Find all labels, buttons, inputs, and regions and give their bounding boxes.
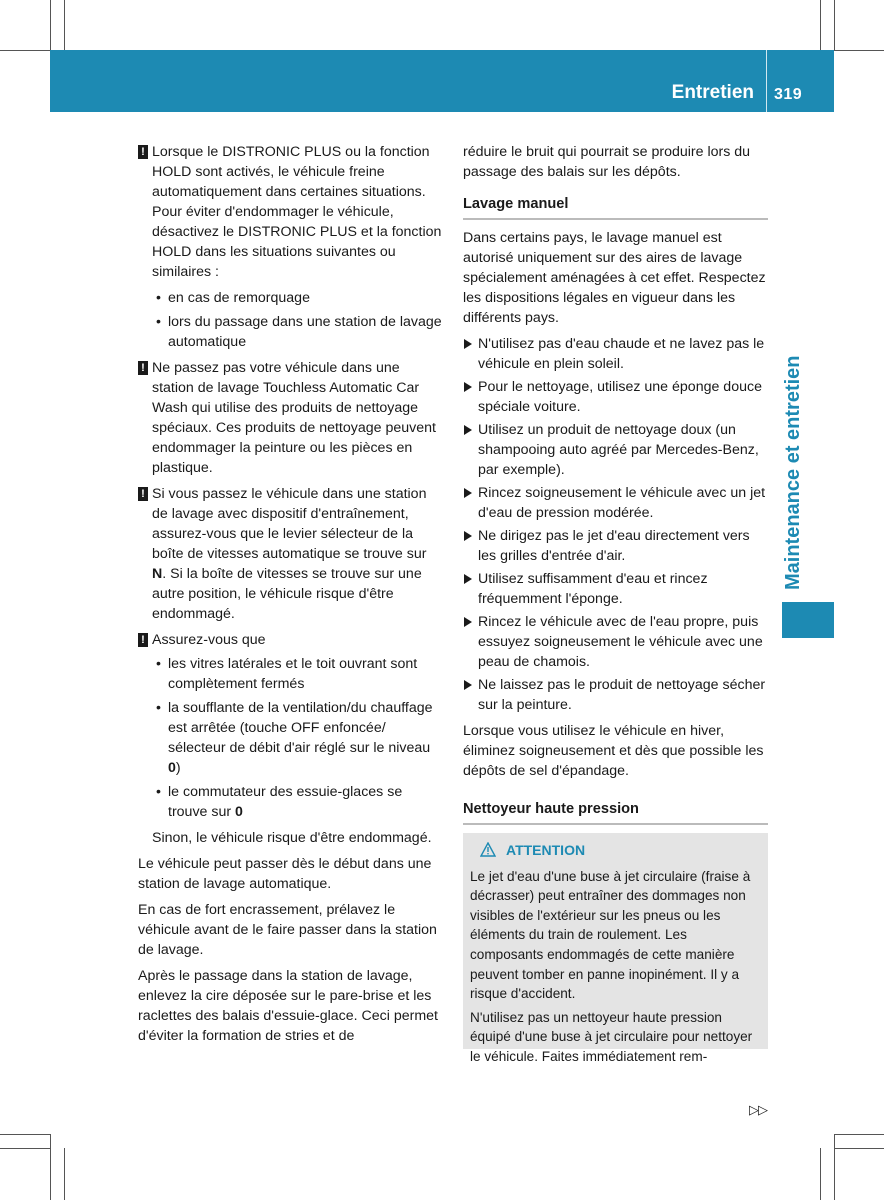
bullet-list: [152, 654, 444, 822]
continue-arrows-icon: ▷▷: [749, 1102, 767, 1117]
step-text: Rincez le véhicule avec de l'eau propre, puis essuyez soigneusement le véhicule avec une peau de chamois.: [478, 614, 763, 670]
step-text: Pour le nettoyage, utilisez une éponge douce spéciale voiture.: [478, 379, 762, 415]
list-item: [152, 698, 444, 778]
crop-mark: [834, 1134, 884, 1135]
crop-mark: [0, 50, 50, 51]
warning-intro: Assurez-vous que: [152, 632, 266, 648]
list-item: [152, 782, 444, 822]
step-item: [463, 483, 768, 523]
paragraph: réduire le bruit qui pourrait se produire lors du passage des balais sur les dépôts.: [463, 144, 751, 180]
section-title: Entretien: [671, 82, 754, 103]
header-separator: [766, 50, 767, 112]
paragraph: Dans certains pays, le lavage manuel est autorisé uniquement sur des aires de lavage spécialement aménagées à cet effet. Respectez les dispositions légales en vigueur dans les différents pays.: [463, 230, 766, 326]
crop-mark: [834, 1148, 884, 1149]
attention-header: [470, 841, 761, 863]
arrow-right-icon: [464, 531, 472, 541]
step-text: Ne laissez pas le produit de nettoyage sécher sur la peinture.: [478, 677, 766, 713]
crop-mark: [820, 1148, 821, 1200]
list-item: • lors du passage dans une station de lavage automatique: [152, 312, 444, 352]
step-item: [463, 675, 768, 715]
exclamation-icon: !: [138, 361, 148, 375]
crop-mark: [0, 1134, 50, 1135]
gear-position-label: N: [152, 566, 163, 582]
attention-label: ATTENTION: [506, 842, 586, 858]
right-column: [463, 142, 768, 1064]
attention-paragraph: Le jet d'eau d'une buse à jet circulaire (fraise à décrasser) peut entraîner des dommages non visibles de l'extérieur sur les pneus ou les éléments du train de roulement. Les composants endommagés de cette manière peuvent tomber en panne inopinément. Il y a risque d'accident.: [470, 868, 751, 1002]
side-tab-block: [782, 602, 834, 638]
step-item: [463, 420, 768, 480]
step-item: [463, 377, 768, 417]
crop-mark: [0, 1148, 50, 1149]
crop-mark: [834, 50, 884, 51]
section-heading: Nettoyeur haute pression: [463, 799, 768, 825]
crop-mark: [50, 1134, 51, 1200]
warning-text-part: Si vous passez le véhicule dans une station de lavage avec dispositif d'entraînement, assurez-vous que le levier sélecteur de la boîte de vitesses automatique se trouve sur: [152, 486, 427, 562]
step-text: Utilisez un produit de nettoyage doux (un shampooing auto agréé par Mercedes-Benz, par exemple).: [478, 422, 759, 478]
warning-text: Ne passez pas votre véhicule dans une station de lavage Touchless Automatic Car Wash qui utilise des produits de nettoyage spéciaux. Ces produits de nettoyage peuvent endommager la peinture ou les pièces en plastique.: [152, 360, 436, 476]
list-item: • en cas de remorquage: [152, 288, 444, 308]
exclamation-icon: !: [138, 633, 148, 647]
arrow-right-icon: [464, 382, 472, 392]
paragraph: Le véhicule peut passer dès le début dans une station de lavage automatique.: [138, 856, 432, 892]
arrow-right-icon: [464, 339, 472, 349]
crop-mark: [820, 0, 821, 50]
side-tab-label: Maintenance et entretien: [782, 355, 804, 590]
step-item: [463, 526, 768, 566]
wiper-position-value: 0: [235, 804, 243, 820]
warning-note: [138, 142, 444, 352]
list-item-text: la soufflante de la ventilation/du chauffage est arrêtée (touche OFF enfoncée/ sélecteur de débit d'air réglé sur le niveau: [168, 700, 433, 756]
list-item-text: ): [175, 760, 181, 776]
attention-paragraph: N'utilisez pas un nettoyeur haute pression équipé d'une buse à jet circulaire pour nettoyer le véhicule. Faites immédiatement rem-: [470, 1009, 753, 1064]
arrow-right-icon: [464, 574, 472, 584]
list-item-text: le commutateur des essuie-glaces se trouve sur: [168, 784, 403, 820]
warning-triangle-icon: [480, 842, 496, 863]
step-item: [463, 612, 768, 672]
warning-note: [138, 630, 444, 848]
crop-mark: [64, 0, 65, 50]
crop-mark: [64, 1148, 65, 1200]
step-item: [463, 569, 768, 609]
arrow-right-icon: [464, 617, 472, 627]
attention-box: [463, 833, 768, 1064]
warning-text: [152, 484, 444, 624]
step-text: Rincez soigneusement le véhicule avec un jet d'eau de pression modérée.: [478, 485, 766, 521]
list-item: • les vitres latérales et le toit ouvrant sont complètement fermés: [152, 654, 444, 694]
left-column: [138, 142, 444, 1052]
exclamation-icon: !: [138, 487, 148, 501]
crop-mark: [50, 0, 51, 50]
crop-mark: [834, 1134, 835, 1200]
paragraph: Lorsque vous utilisez le véhicule en hiver, éliminez soigneusement et dès que possible les dépôts de sel d'épandage.: [463, 723, 764, 779]
level-value: 0: [168, 760, 176, 776]
step-item: [463, 334, 768, 374]
warning-outro: Sinon, le véhicule risque d'être endommagé.: [152, 830, 432, 846]
paragraph: En cas de fort encrassement, prélavez le véhicule avant de le faire passer dans la station de lavage.: [138, 902, 437, 958]
warning-text-part: . Si la boîte de vitesses se trouve sur une autre position, le véhicule risque d'être endommagé.: [152, 566, 422, 622]
arrow-right-icon: [464, 680, 472, 690]
arrow-right-icon: [464, 488, 472, 498]
warning-note: [138, 484, 444, 624]
paragraph: Après le passage dans la station de lavage, enlevez la cire déposée sur le pare-brise et les raclettes des balais d'essuie-glace. Ceci permet d'éviter la formation de stries et de: [138, 968, 439, 1044]
page-number: 319: [774, 86, 803, 103]
bullet-list: [152, 288, 444, 352]
exclamation-icon: !: [138, 145, 148, 159]
warning-note: [138, 358, 444, 478]
step-list: [463, 334, 768, 715]
arrow-right-icon: [464, 425, 472, 435]
crop-mark: [834, 0, 835, 50]
step-text: N'utilisez pas d'eau chaude et ne lavez pas le véhicule en plein soleil.: [478, 336, 765, 372]
step-text: Utilisez suffisamment d'eau et rincez fréquemment l'éponge.: [478, 571, 708, 607]
warning-text: Lorsque le DISTRONIC PLUS ou la fonction HOLD sont activés, le véhicule freine automatiquement dans certaines situations. Pour éviter d'endommager le véhicule, désactivez le DISTRONIC PLUS et la fonction HOLD dans les situations suivantes ou similaires :: [152, 144, 442, 280]
section-heading: Lavage manuel: [463, 194, 768, 220]
step-text: Ne dirigez pas le jet d'eau directement vers les grilles d'entrée d'air.: [478, 528, 750, 564]
